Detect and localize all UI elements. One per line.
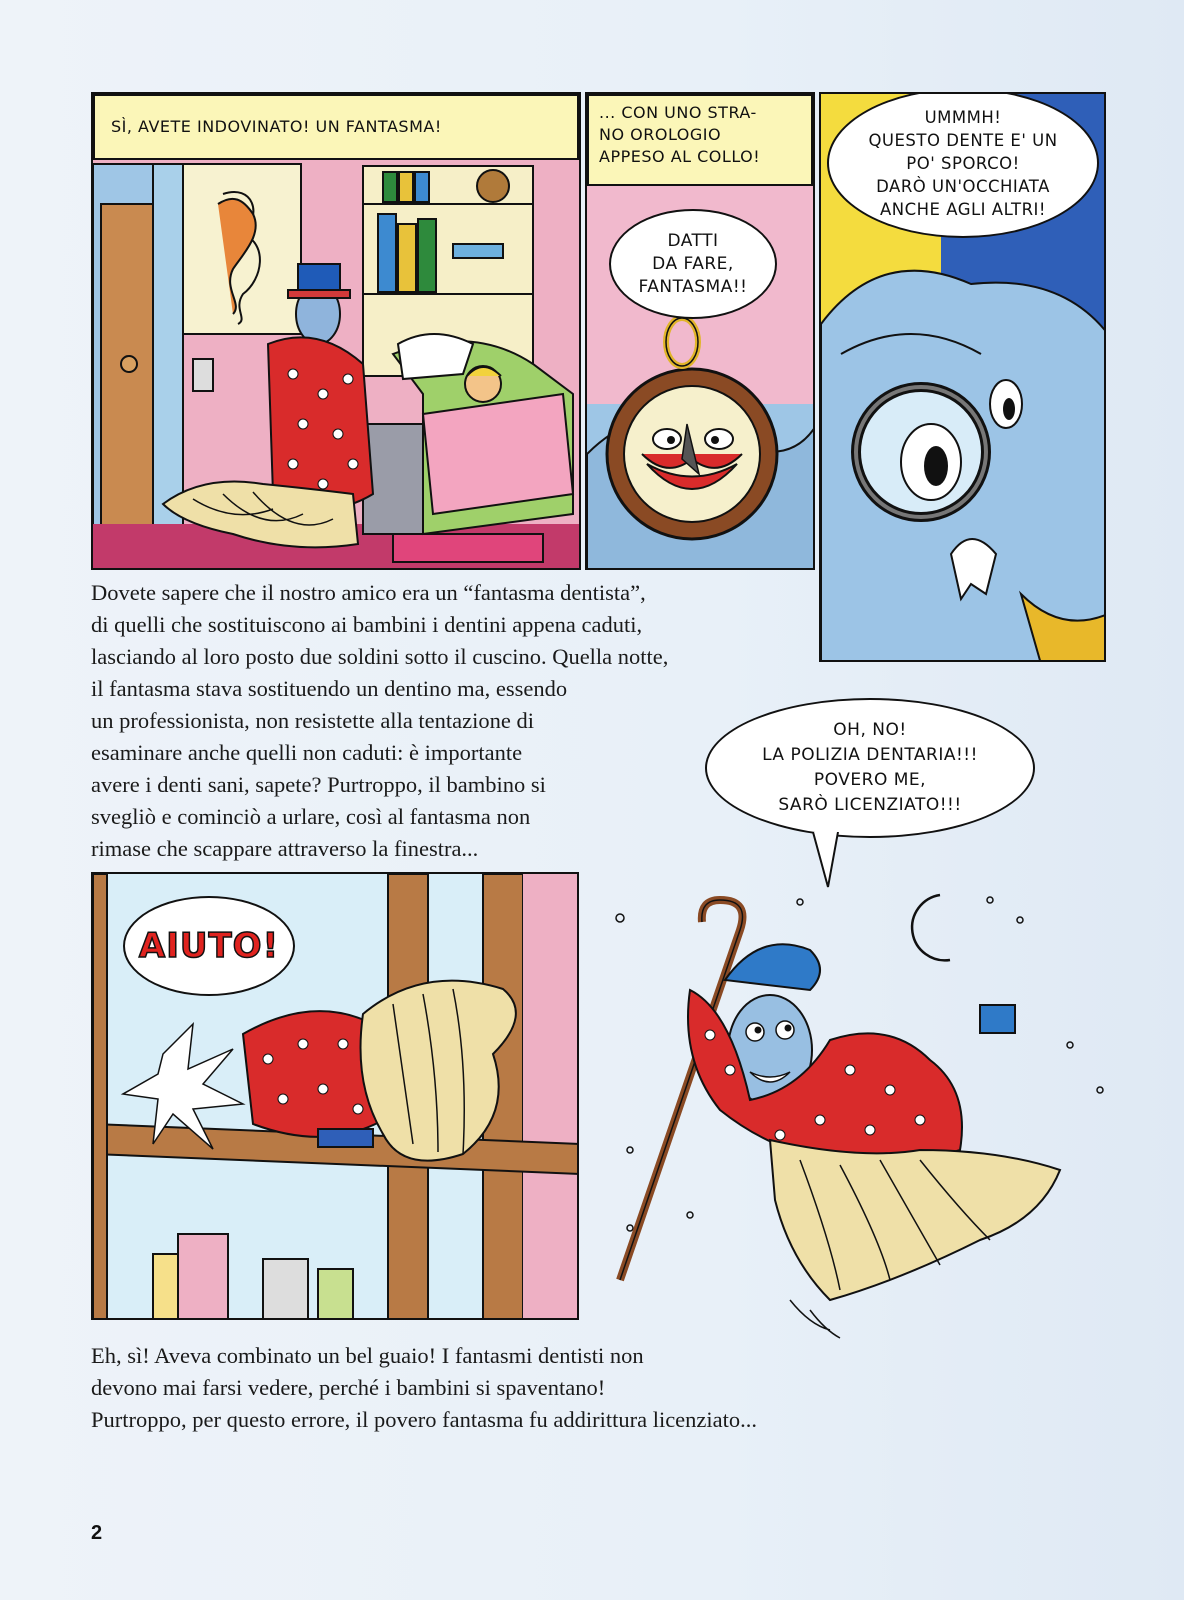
- narration-line: Dovete sapere che il nostro amico era un “fantasma dentista”,: [91, 580, 646, 605]
- magnifier-bubble-line: QUESTO DENTE E' UN: [868, 130, 1058, 150]
- bedroom-illustration: [93, 94, 581, 570]
- panel1-caption: [93, 94, 579, 160]
- magnifier-bubble-line: DARÒ UN'OCCHIATA: [876, 176, 1050, 196]
- narration-line: devono mai farsi vedere, perché i bambini si spaventano!: [91, 1375, 606, 1400]
- magnifier-bubble-line: ANCHE AGLI ALTRI!: [879, 199, 1047, 219]
- clock-bubble-line: FANTASMA!!: [638, 276, 748, 297]
- panel-bedroom: [91, 92, 581, 570]
- clock-speech-bubble: [609, 209, 777, 319]
- panel-clock: [585, 92, 815, 570]
- ghost-bubble-line: POVERO ME,: [813, 770, 927, 790]
- page-number: 2: [91, 1522, 103, 1544]
- panel2-caption: [587, 94, 813, 186]
- flying-ghost-illustration: [600, 860, 1140, 1340]
- narration-line: un professionista, non resistette alla tentazione di: [91, 708, 535, 733]
- clock-bubble-line: DATTI: [667, 230, 719, 251]
- aiuto-shout-text: AIUTO!: [138, 926, 280, 966]
- panel2-caption-line: NO OROLOGIO: [599, 125, 722, 144]
- magnifier-bubble-line: PO' SPORCO!: [906, 153, 1020, 173]
- narration-line: avere i denti sani, sapete? Purtroppo, il bambino si: [91, 772, 546, 797]
- narration-text-2: [91, 1340, 757, 1436]
- panel-window-escape: [91, 872, 579, 1320]
- narration-line: svegliò e cominciò a urlare, così al fantasma non: [91, 804, 531, 829]
- narration-line: esaminare anche quelli non caduti: è importante: [91, 740, 523, 765]
- ghost-bubble-line: LA POLIZIA DENTARIA!!!: [762, 745, 978, 765]
- narration-line: lasciando al loro posto due soldini sotto il cuscino. Quella notte,: [91, 644, 669, 669]
- narration-line: rimase che scappare attraverso la finestra...: [91, 836, 479, 861]
- narration-line: di quelli che sostituiscono ai bambini i dentini appena caduti,: [91, 612, 643, 637]
- aiuto-shout-bubble: [123, 896, 295, 996]
- panel-magnifier: [819, 92, 1106, 662]
- narration-text-1: [91, 577, 668, 865]
- clock-bubble-line: DA FARE,: [652, 253, 734, 274]
- ghost-speech-bubble: [705, 698, 1035, 838]
- magnifier-speech-bubble: [827, 92, 1099, 238]
- panel1-caption-text: SÌ, AVETE INDOVINATO! UN FANTASMA!: [111, 117, 442, 136]
- narration-line: il fantasma stava sostituendo un dentino ma, essendo: [91, 676, 568, 701]
- narration-line: Purtroppo, per questo errore, il povero fantasma fu addirittura licenziato...: [91, 1407, 758, 1432]
- ghost-bubble-line: OH, NO!: [833, 720, 907, 740]
- magnifier-bubble-line: UMMMH!: [924, 107, 1002, 127]
- panel2-caption-line: APPESO AL COLLO!: [599, 147, 761, 166]
- narration-line: Eh, sì! Aveva combinato un bel guaio! I fantasmi dentisti non: [91, 1343, 644, 1368]
- panel2-caption-line: ... CON UNO STRA-: [599, 103, 757, 122]
- ghost-bubble-line: SARÒ LICENZIATO!!!: [778, 795, 962, 815]
